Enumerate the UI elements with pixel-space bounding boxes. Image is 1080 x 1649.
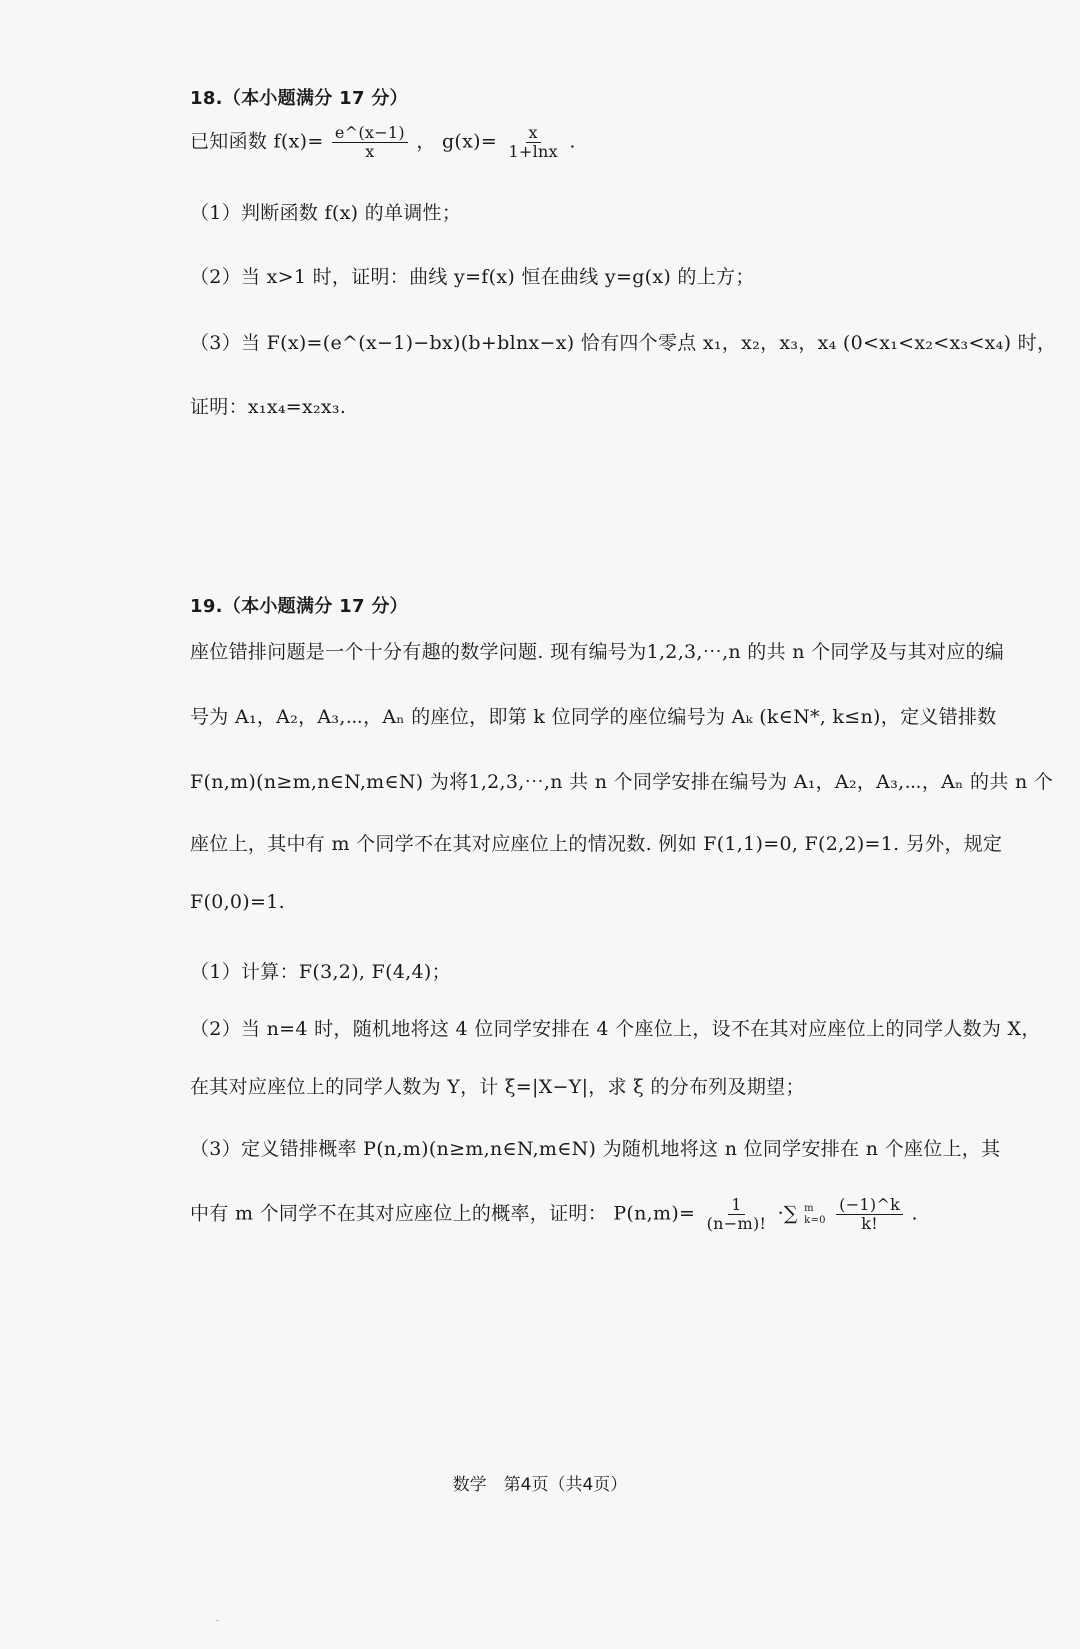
q18-end-period: . <box>569 130 576 153</box>
q19-formula-frac1 <box>704 1196 770 1233</box>
q19-formula-end: . <box>911 1202 918 1225</box>
q19-intro-line3: F(n,m)(n≥m,n∈N,m∈N) 为将1,2,3,⋯,n 共 n 个同学安排在编号为 A₁，A₂，A₃,⋯，Aₙ 的共 n 个 <box>190 771 1054 793</box>
q19-part3-formula-line <box>190 1196 918 1233</box>
page-footer: 数学 第4页（共4页） <box>452 1475 628 1495</box>
q18-f-denominator: x <box>365 142 375 161</box>
q19-formula-num2: (−1)^k <box>836 1196 903 1215</box>
q18-part2: （2）当 x>1 时，证明：曲线 y=f(x) 恒在曲线 y=g(x) 的上方； <box>190 266 755 288</box>
q18-part3: （3）当 F(x)=(e^(x−1)−bx)(b+blnx−x) 恰有四个零点 x₁，x₂，x₃，x₄ (0<x₁<x₂<x₃<x₄) 时， <box>190 332 1057 354</box>
q18-part3-proof: 证明：x₁x₄=x₂x₃. <box>190 396 347 418</box>
q19-part2: （2）当 n=4 时，随机地将这 4 位同学安排在 4 个座位上，设不在其对应座位上的同学人数为 X， <box>190 1018 1041 1040</box>
q19-formula-lhs: P(n,m)= <box>613 1202 696 1225</box>
q18-g-numerator: x <box>526 124 541 143</box>
q19-formula-num1: 1 <box>728 1196 744 1215</box>
q19-formula-frac2 <box>836 1196 903 1233</box>
q19-heading: 19.（本小题满分 17 分） <box>190 596 408 617</box>
q19-sum-limits <box>804 1203 826 1227</box>
q19-part3: （3）定义错排概率 P(n,m)(n≥m,n∈N,m∈N) 为随机地将这 n 位同学安排在 n 个座位上，其 <box>190 1138 1001 1160</box>
q19-sum-bottom: k=0 <box>804 1214 826 1226</box>
q19-formula-sum: ·∑ <box>777 1202 798 1225</box>
q18-f-numerator: e^(x−1) <box>332 124 408 143</box>
q19-formula-den2: k! <box>861 1214 879 1233</box>
q19-part2-cont: 在其对应座位上的同学人数为 Y，计 ξ=|X−Y|，求 ξ 的分布列及期望； <box>190 1076 805 1098</box>
q19-intro-line5: F(0,0)=1. <box>190 891 285 913</box>
scan-speck <box>216 1620 219 1621</box>
q18-separator: ， <box>416 130 436 153</box>
q19-part1: （1）计算：F(3,2), F(4,4)； <box>190 961 451 983</box>
q18-given-prefix: 已知函数 <box>190 130 268 153</box>
q18-f-label: f(x)= <box>273 130 324 153</box>
q18-g-label: g(x)= <box>441 130 498 153</box>
q18-part1: （1）判断函数 f(x) 的单调性； <box>190 202 462 224</box>
q18-g-fraction <box>505 124 561 161</box>
q18-heading: 18.（本小题满分 17 分） <box>190 88 408 109</box>
q19-formula-den1: (n−m)! <box>706 1214 767 1233</box>
q18-g-denominator: 1+lnx <box>508 142 558 161</box>
q19-intro-line1: 座位错排问题是一个十分有趣的数学问题. 现有编号为1,2,3,⋯,n 的共 n 个同学及与其对应的编 <box>190 641 1005 663</box>
q18-f-fraction <box>332 124 408 161</box>
q19-sum-top: m <box>804 1202 814 1214</box>
q19-part3-text: 中有 m 个同学不在其对应座位上的概率，证明： <box>190 1202 607 1225</box>
q18-given-functions <box>190 124 576 161</box>
q19-intro-line4: 座位上，其中有 m 个同学不在其对应座位上的情况数. 例如 F(1,1)=0, F(2,2)=1. 另外，规定 <box>190 833 1003 855</box>
q19-intro-line2: 号为 A₁，A₂，A₃,⋯，Aₙ 的座位，即第 k 位同学的座位编号为 Aₖ (k∈N*, k≤n)，定义错排数 <box>190 706 997 728</box>
